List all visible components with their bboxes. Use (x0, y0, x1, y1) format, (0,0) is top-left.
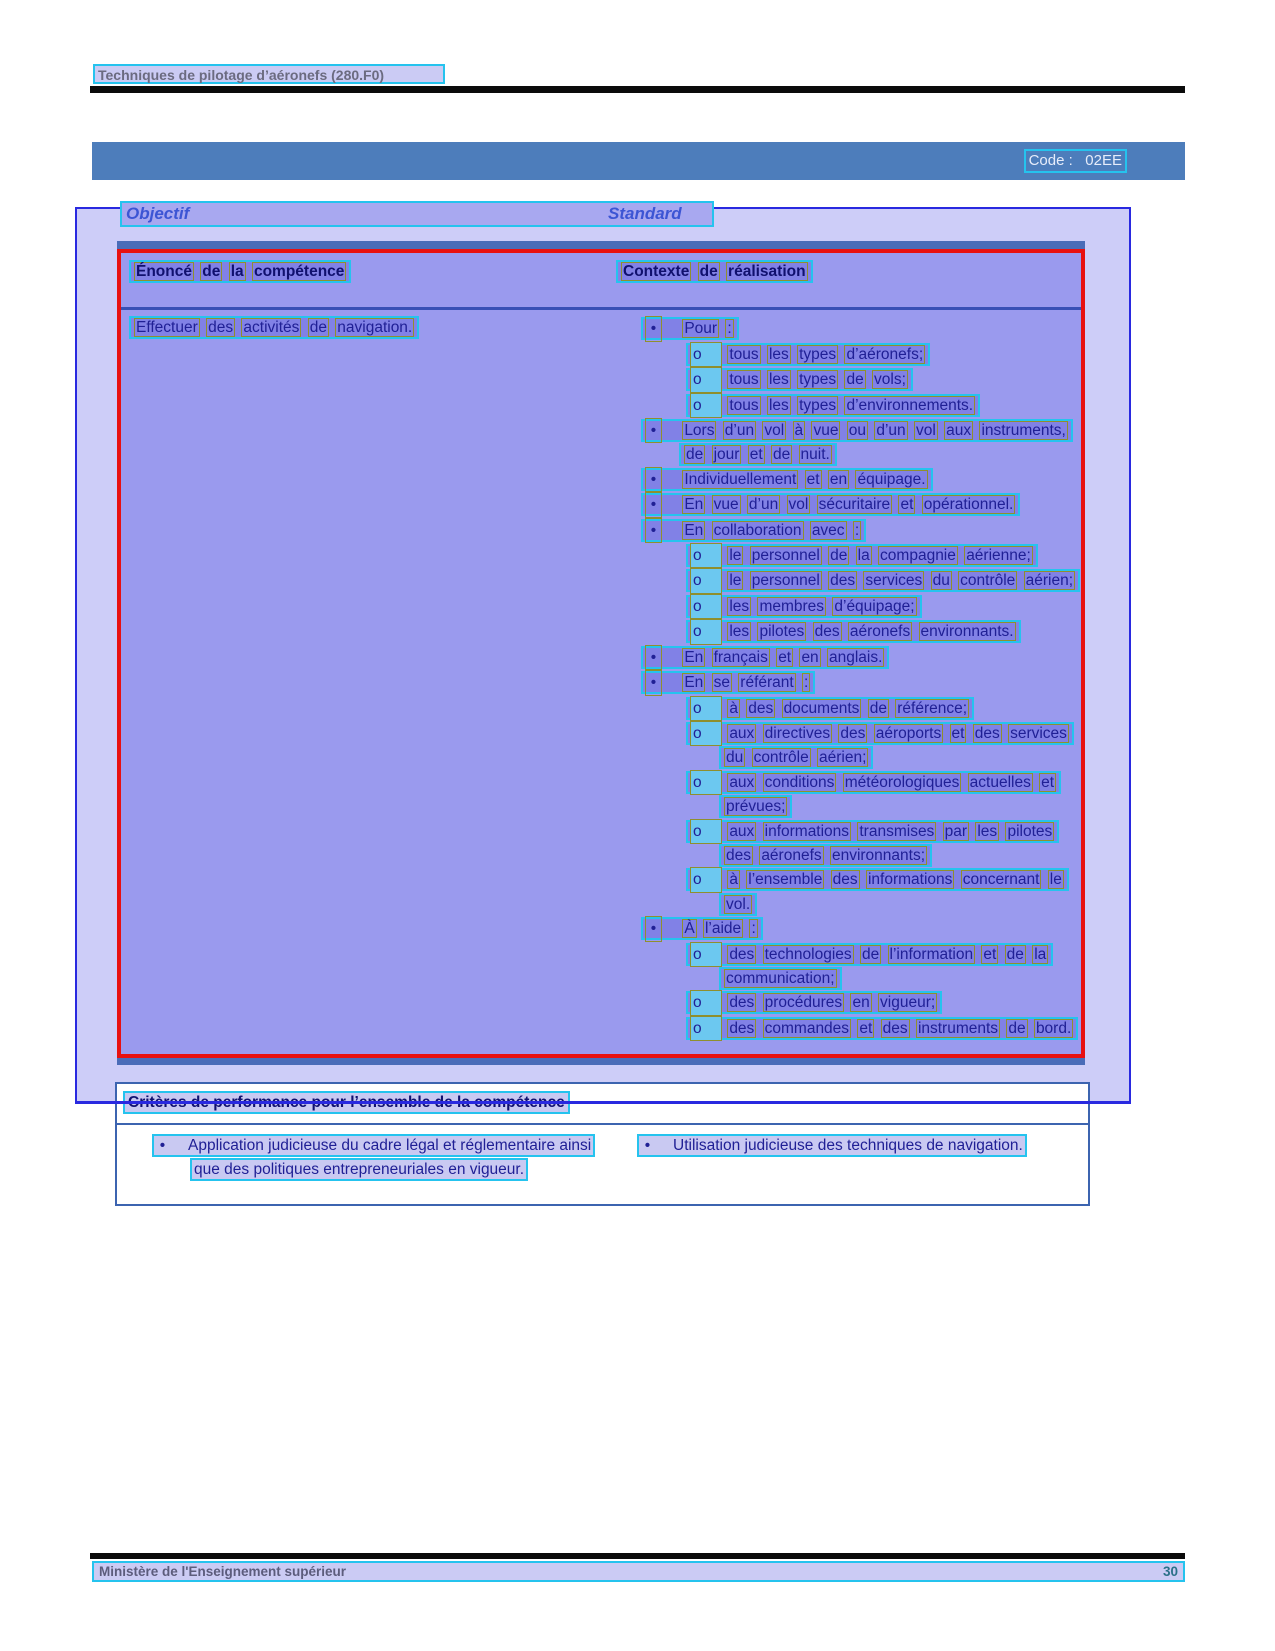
word-box: nuit. (800, 446, 830, 464)
table-body-row (121, 310, 1081, 1041)
word-box: d’un (748, 496, 779, 514)
word-box: tous (729, 371, 759, 389)
word-box: des (814, 623, 840, 641)
word-box: de (861, 945, 880, 963)
word-box: l’ensemble (748, 871, 823, 889)
col2-header (616, 260, 1081, 283)
word-box: vue (813, 422, 839, 440)
word-box: référence; (897, 699, 968, 717)
word-box: directives (764, 724, 831, 742)
sub-bullet-icon: o (690, 619, 722, 644)
objectif-title: Objectif (126, 204, 190, 223)
criteria-left-column (117, 1134, 637, 1181)
word-box: instruments (917, 1019, 999, 1037)
context-cell (629, 316, 1081, 1041)
word-box: et (951, 724, 965, 742)
criteria-right-column (637, 1134, 1088, 1181)
word-box: services (865, 572, 923, 590)
bullet-icon: • (645, 467, 662, 492)
word-box: de (1006, 945, 1024, 963)
competence-table (117, 249, 1085, 1058)
context-item (686, 819, 1081, 868)
word-box: compétence (253, 263, 345, 280)
context-item (686, 1016, 1081, 1041)
word-box: aux (729, 822, 755, 840)
word-box: : (854, 521, 860, 539)
competence-cell (129, 316, 629, 1041)
word-box: de (202, 263, 221, 280)
word-box: types (799, 396, 837, 414)
word-box: le (729, 572, 742, 590)
bullet-icon: • (645, 916, 662, 941)
context-item (686, 942, 1081, 991)
bullet-icon: • (645, 492, 662, 517)
sub-bullet-icon: o (690, 543, 722, 568)
word-box: Pour (684, 320, 718, 338)
context-item (686, 696, 1081, 721)
word-box: en (801, 648, 819, 666)
word-box: des (974, 724, 1000, 742)
word-box: aéronefs (849, 623, 911, 641)
word-box: les (729, 597, 750, 615)
word-box: Lors (684, 422, 715, 440)
word-box: à (729, 871, 738, 889)
word-box: collaboration (713, 521, 802, 539)
word-box: jour (713, 446, 740, 464)
word-box: de (699, 263, 718, 280)
word-box: En (684, 674, 704, 692)
word-box: d’aéronefs; (846, 345, 924, 363)
word-box: l’aide (704, 920, 742, 938)
context-item (686, 990, 1081, 1015)
word-box: et (900, 496, 914, 514)
bullet-icon: • (645, 418, 662, 443)
word-box: équipage. (857, 470, 926, 488)
word-box: des (832, 871, 858, 889)
word-box: instruments, (981, 422, 1066, 440)
word-box: tous (729, 345, 759, 363)
word-box: : (727, 320, 732, 338)
word-box: Contexte (623, 263, 690, 280)
word-box: personnel (751, 572, 820, 590)
word-box: pilotes (1007, 822, 1053, 840)
word-box: aéroports (875, 724, 942, 742)
word-box: à (794, 422, 804, 440)
word-box: vols; (874, 371, 906, 389)
word-box: réalisation (728, 263, 806, 280)
word-box: à (729, 699, 738, 717)
word-box: vol (915, 422, 936, 440)
context-item (686, 393, 1081, 418)
word-box: les (768, 345, 789, 363)
word-box: informations (764, 822, 850, 840)
word-box: services (1010, 724, 1067, 742)
word-box: du (726, 749, 744, 767)
word-box: pilotes (759, 623, 805, 641)
word-box: et (859, 1019, 873, 1037)
word-box: des (729, 1019, 755, 1037)
word-box: membres (759, 597, 825, 615)
word-box: de (686, 446, 704, 464)
word-box: aux (946, 422, 972, 440)
context-item (641, 316, 1081, 341)
word-box: des (729, 945, 755, 963)
word-box: de (869, 699, 887, 717)
word-box: compagnie (880, 547, 956, 565)
word-box: contrôle (753, 749, 809, 767)
bullet-icon: • (159, 1137, 166, 1155)
sub-bullet-icon: o (690, 721, 722, 746)
word-box: les (977, 822, 998, 840)
word-box: environnants; (831, 846, 926, 864)
word-box: Individuellement (684, 470, 797, 488)
code-title-bar (92, 142, 1185, 180)
bullet-icon: • (645, 518, 662, 543)
word-box: aéronefs (761, 846, 822, 864)
word-box: aux (729, 773, 755, 791)
criteria-header-row (117, 1084, 1088, 1114)
frame-bottom-line (75, 1101, 1131, 1104)
word-box: de (846, 371, 864, 389)
context-item (641, 418, 1081, 467)
word-box: aérien; (1025, 572, 1074, 590)
word-box: par (944, 822, 968, 840)
word-box: des (882, 1019, 908, 1037)
word-box: des (830, 572, 856, 590)
word-box: En (684, 648, 704, 666)
word-box: la (230, 263, 244, 280)
word-box: opérationnel. (923, 496, 1014, 514)
word-box: anglais. (829, 648, 883, 666)
word-box: de (309, 319, 327, 337)
word-box: documents (783, 699, 860, 717)
sub-bullet-icon: o (690, 342, 722, 367)
word-box: En (684, 496, 704, 514)
word-box: l’information (889, 945, 974, 963)
word-box: vol. (726, 895, 751, 913)
table-header-row (121, 253, 1081, 283)
sub-bullet-icon: o (690, 819, 722, 844)
context-item (686, 867, 1081, 916)
competence-statement (129, 316, 419, 339)
page-footer (92, 1561, 1185, 1582)
word-box: aérien; (819, 749, 867, 767)
running-header: Techniques de pilotage d’aéronefs (280.F0) (93, 64, 445, 84)
context-item (641, 670, 1081, 695)
context-item (686, 770, 1081, 819)
word-box: aux (729, 724, 755, 742)
word-box: En (684, 521, 704, 539)
context-item (686, 721, 1081, 770)
word-box: et (1041, 773, 1055, 791)
word-box: technologies (764, 945, 852, 963)
criteria-item: • Application judicieuse du cadre légal et réglementaire ainsi que des politiques entrepreneuriales en vigueur. (152, 1134, 610, 1181)
word-box: vol (764, 422, 785, 440)
sub-bullet-icon: o (690, 393, 722, 418)
sub-bullet-icon: o (690, 696, 722, 721)
word-box: Énoncé (136, 263, 192, 280)
word-box: communication; (726, 969, 835, 987)
word-box: d’équipage; (834, 597, 915, 615)
word-box: français (713, 648, 768, 666)
sub-bullet-icon: o (690, 990, 722, 1015)
bullet-icon: • (644, 1137, 651, 1155)
word-box: transmises (859, 822, 935, 840)
word-box: prévues; (726, 798, 786, 816)
header-rule (90, 86, 1185, 93)
col1-header (129, 260, 616, 283)
sub-bullet-icon: o (690, 594, 722, 619)
word-box: des (208, 319, 234, 337)
word-box: et (749, 446, 763, 464)
word-box: concernant (962, 871, 1040, 889)
word-box: et (983, 945, 997, 963)
standard-title: Standard (608, 204, 682, 223)
bullet-icon: • (645, 645, 662, 670)
word-box: aérienne; (966, 547, 1031, 565)
footer-page-number: 30 (1162, 1564, 1178, 1579)
objectif-standard-row (120, 201, 714, 227)
context-item (641, 492, 1081, 517)
word-box: le (729, 547, 742, 565)
word-box: en (852, 994, 870, 1012)
sub-bullet-icon: o (690, 770, 722, 795)
criteria-columns (117, 1125, 1088, 1181)
word-box: des (726, 846, 751, 864)
word-box: d’un (876, 422, 906, 440)
word-box: des (840, 724, 866, 742)
word-box: et (806, 470, 820, 488)
word-box: les (729, 623, 750, 641)
word-box: actuelles (969, 773, 1031, 791)
bullet-icon: • (645, 670, 662, 695)
word-box: : (804, 674, 809, 692)
word-box: de (830, 547, 848, 565)
context-list (641, 316, 1081, 1041)
context-item (686, 619, 1081, 644)
word-box: vigueur; (880, 994, 936, 1012)
code-label: Code : 02EE (1024, 149, 1127, 173)
word-box: conditions (764, 773, 835, 791)
word-box: contrôle (960, 572, 1016, 590)
word-box: informations (867, 871, 953, 889)
word-box: les (768, 396, 789, 414)
word-box: des (748, 699, 774, 717)
context-item (641, 467, 1081, 492)
word-box: et (778, 648, 792, 666)
footer-rule (90, 1553, 1185, 1559)
word-box: référant (740, 674, 794, 692)
context-item (686, 367, 1081, 392)
word-box: météorologiques (844, 773, 960, 791)
word-box: navigation. (337, 319, 413, 337)
word-box: de (1008, 1019, 1026, 1037)
word-box: types (799, 371, 837, 389)
context-item (641, 916, 1081, 941)
sub-bullet-icon: o (690, 367, 722, 392)
word-box: activités (243, 319, 300, 337)
word-box: les (768, 371, 789, 389)
word-box: tous (729, 396, 759, 414)
word-box: la (1034, 945, 1047, 963)
context-item (686, 594, 1081, 619)
word-box: le (1049, 871, 1062, 889)
word-box: avec (811, 521, 845, 539)
word-box: d’un (724, 422, 755, 440)
word-box: des (729, 994, 755, 1012)
bullet-icon: • (645, 316, 662, 341)
footer-ministry: Ministère de l'Enseignement supérieur (99, 1564, 347, 1579)
sub-bullet-icon: o (690, 942, 722, 967)
sub-bullet-icon: o (690, 867, 722, 892)
word-box: Effectuer (136, 319, 198, 337)
context-item (686, 543, 1081, 568)
context-item (686, 568, 1081, 593)
word-box: sécuritaire (818, 496, 891, 514)
word-box: À (684, 920, 695, 938)
context-item (641, 645, 1081, 670)
word-box: environnants. (920, 623, 1014, 641)
word-box: du (932, 572, 950, 590)
word-box: se (713, 674, 730, 692)
sub-bullet-icon: o (690, 1016, 722, 1041)
word-box: bord. (1035, 1019, 1072, 1037)
criteria-item: • Utilisation judicieuse des techniques de navigation. (637, 1134, 1053, 1157)
word-box: vue (713, 496, 739, 514)
word-box: en (829, 470, 848, 488)
word-box: de (772, 446, 791, 464)
context-item (686, 342, 1081, 367)
word-box: procédures (764, 994, 843, 1012)
word-box: commandes (764, 1019, 850, 1037)
word-box: ou (848, 422, 867, 440)
word-box: d’environnements. (846, 396, 974, 414)
word-box: vol (788, 496, 809, 514)
sub-bullet-icon: o (690, 568, 722, 593)
word-box: la (857, 547, 870, 565)
context-item (641, 518, 1081, 543)
word-box: types (799, 345, 837, 363)
word-box: personnel (751, 547, 820, 565)
word-box: : (751, 920, 756, 938)
